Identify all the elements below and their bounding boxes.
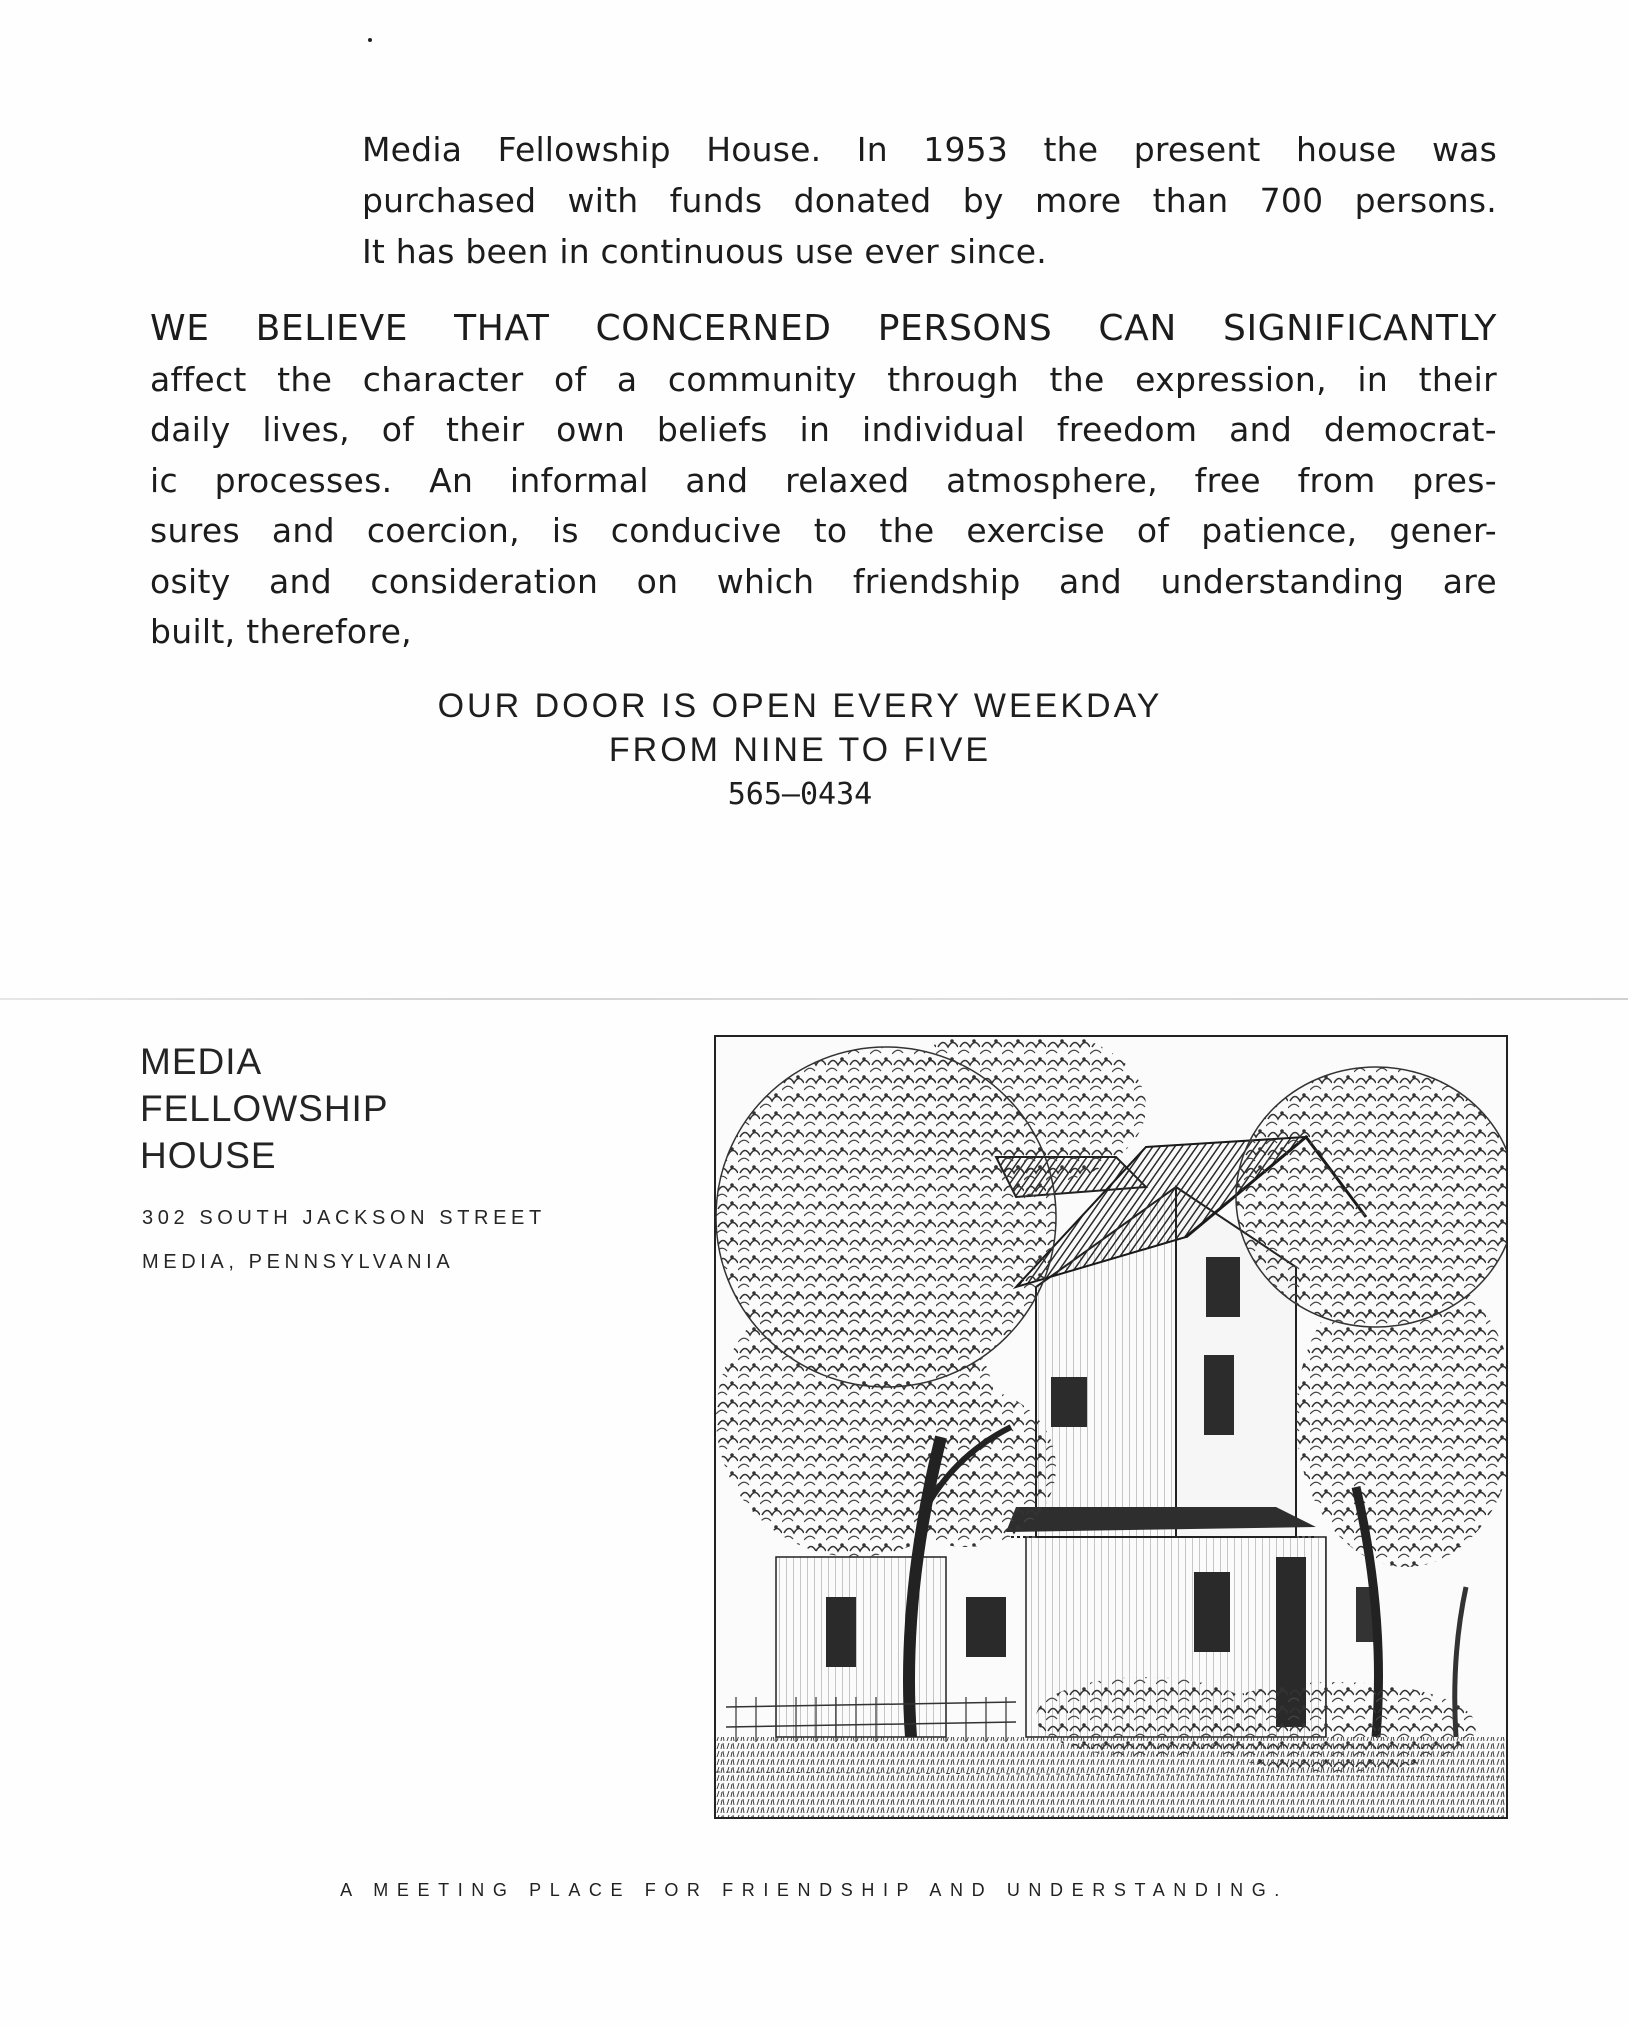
belief-paragraph <box>150 304 1497 658</box>
belief-line: osity and consideration on which friendship and understanding are <box>150 561 1497 601</box>
phone-number: 565—0434 <box>727 777 873 812</box>
house-illustration <box>714 1035 1508 1819</box>
tagline: A MEETING PLACE FOR FRIENDSHIP AND UNDERSTANDING. <box>340 1880 1288 1900</box>
belief-line: sures and coercion, is conducive to the exercise of patience, gener- <box>150 511 1497 550</box>
belief-line: ic processes. An informal and relaxed atmosphere, free from pres- <box>150 460 1497 500</box>
address-block <box>142 1196 546 1284</box>
ink-speck <box>368 38 372 42</box>
organization-name-line: HOUSE <box>140 1135 277 1176</box>
organization-name <box>140 1038 389 1179</box>
intro-line: It has been in continuous use ever since. <box>362 232 1047 271</box>
organization-name-line: FELLOWSHIP <box>140 1088 389 1129</box>
belief-line: daily lives, of their own beliefs in individual freedom and democrat- <box>150 410 1497 449</box>
belief-line: built, therefore, <box>150 612 412 651</box>
belief-line: WE BELIEVE THAT CONCERNED PERSONS CAN SIGNIFICANTLY <box>150 308 1497 349</box>
intro-line: Media Fellowship House. In 1953 the present house was <box>362 130 1497 169</box>
open-hours-line: OUR DOOR IS OPEN EVERY WEEKDAY <box>437 687 1163 725</box>
open-hours-time: FROM NINE TO FIVE <box>608 731 992 769</box>
fold-line <box>0 998 1628 1000</box>
intro-line: purchased with funds donated by more than 700 persons. <box>362 181 1497 220</box>
intro-paragraph <box>362 124 1497 277</box>
belief-line: affect the character of a community through the expression, in their <box>150 359 1497 399</box>
street-address: 302 SOUTH JACKSON STREET <box>142 1207 546 1229</box>
organization-name-line: MEDIA <box>140 1041 263 1082</box>
city-state: MEDIA, PENNSYLVANIA <box>142 1251 455 1273</box>
open-hours-block <box>300 684 1300 816</box>
house-drawing-svg <box>716 1037 1506 1817</box>
